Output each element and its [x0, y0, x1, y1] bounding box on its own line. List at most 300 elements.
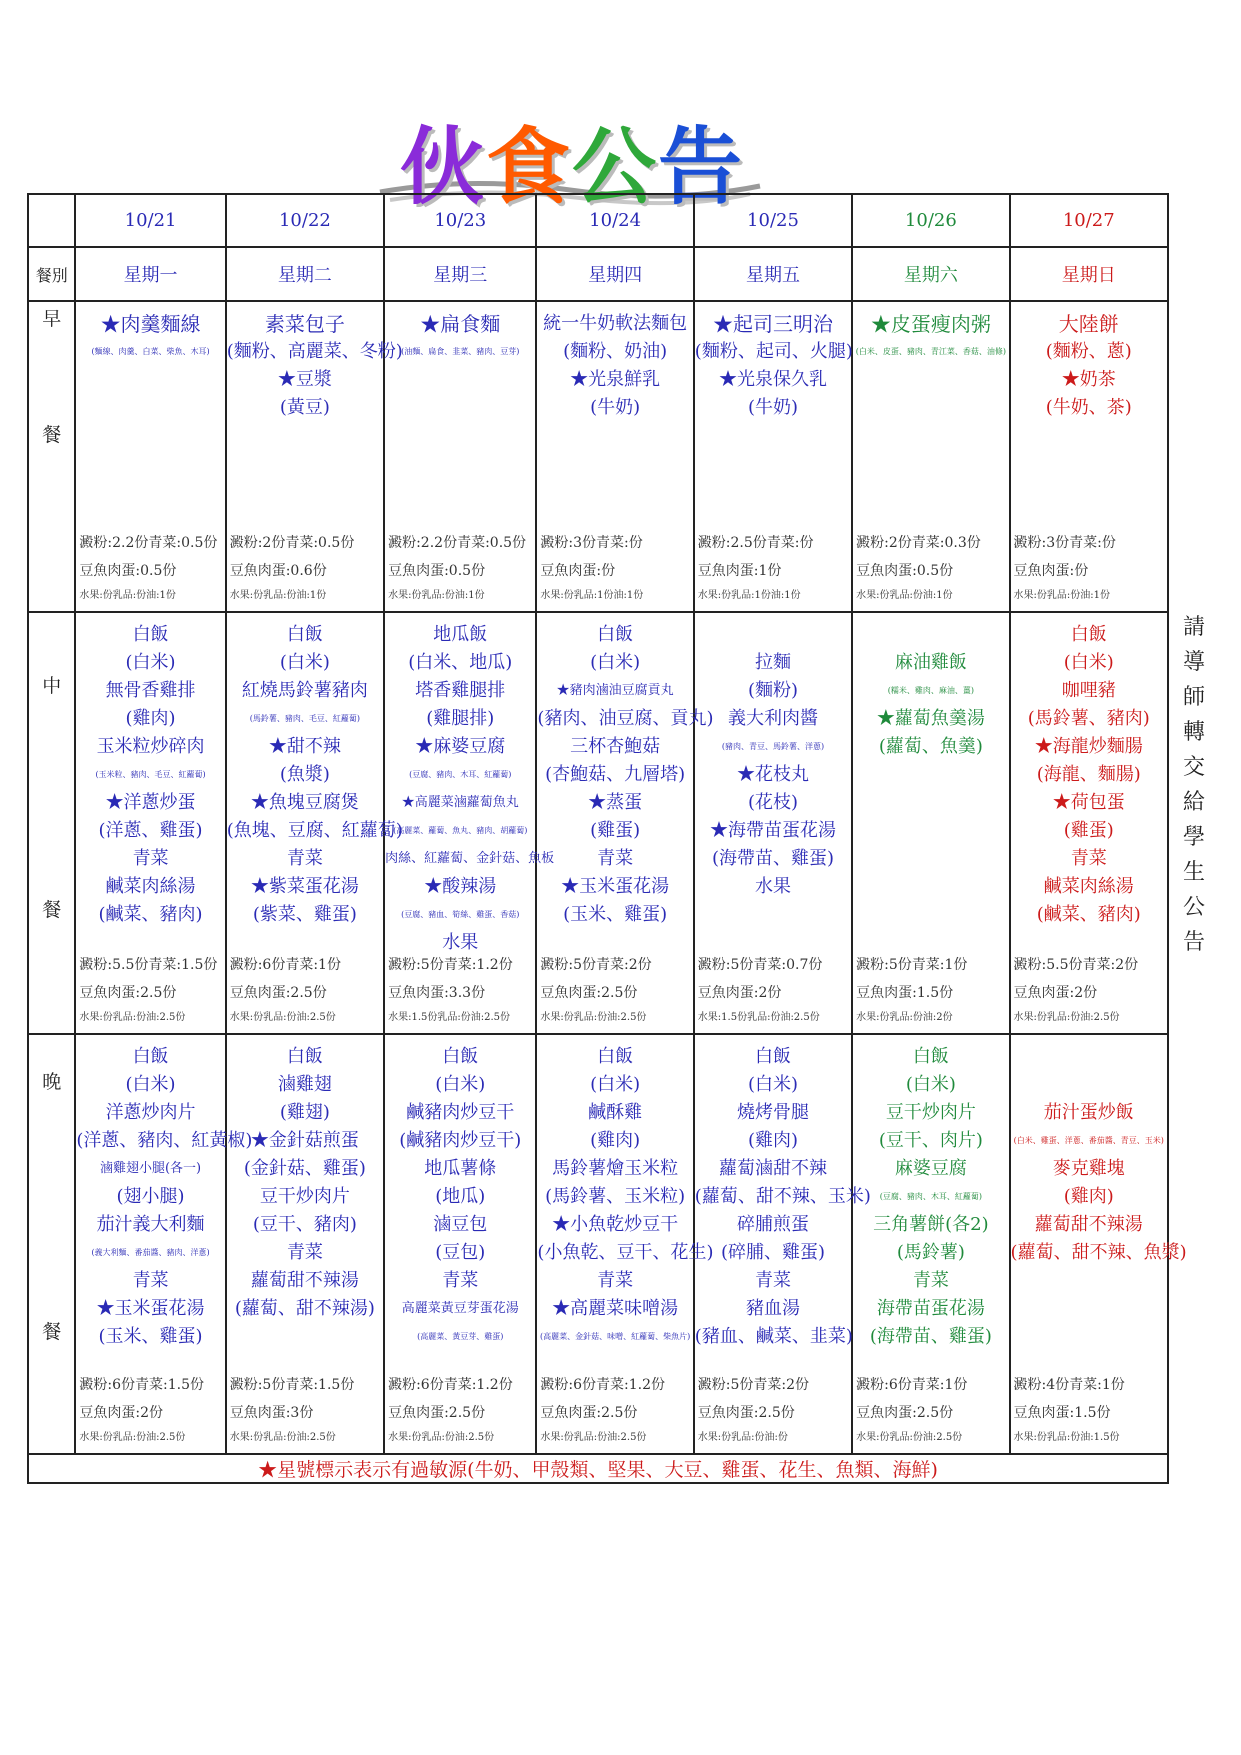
- dish-item: 青菜: [286, 1242, 323, 1263]
- nutrition-info: [540, 951, 690, 1029]
- dish-item: (蘿蔔、甜不辣、玉米): [694, 1186, 871, 1207]
- dish-item: ★奶茶: [1061, 369, 1116, 390]
- nutrition-line: 豆魚肉蛋:0.5份: [388, 563, 486, 579]
- nutrition-line: 水果:份乳品:份油:1份: [856, 590, 953, 601]
- dish-item: (蘿蔔、甜不辣、魚漿): [1010, 1242, 1187, 1263]
- dish-item: (牛奶): [747, 397, 798, 418]
- nutrition-info: [230, 951, 381, 1029]
- nutrition-line: 水果:份乳品:份油:2.5份: [229, 1432, 336, 1443]
- dish-item: (馬鈴薯): [896, 1242, 965, 1263]
- nutrition-line: 澱粉:6份青菜:1.2份: [388, 1377, 513, 1393]
- dish-item: (雞肉): [590, 1130, 641, 1151]
- dish-item: 蘿蔔甜不辣湯: [250, 1270, 359, 1291]
- dish-item: (鹹豬肉炒豆干): [399, 1130, 522, 1151]
- dish-item: (馬鈴薯、玉米粒): [545, 1186, 686, 1207]
- title-char: 食: [486, 118, 571, 216]
- dish-item: (海龍、麵腸): [1036, 764, 1141, 785]
- dish-item: 塔香雞腿排: [415, 680, 506, 701]
- dish-item: (豆干、肉片): [878, 1130, 983, 1151]
- dish-list: [537, 621, 714, 929]
- lunch-row: [28, 612, 1168, 1034]
- dish-item: ★皮蛋瘦肉粥: [870, 312, 991, 336]
- side-note-char: 告: [1182, 930, 1205, 955]
- dish-item: 青菜: [286, 848, 323, 869]
- nutrition-info: [79, 951, 222, 1029]
- dish-item: (麵線、肉羹、白菜、柴魚、木耳): [91, 347, 210, 356]
- nutrition-line: 豆魚肉蛋:1.5份: [1013, 1405, 1111, 1421]
- dish-item: ★玉米蛋花湯: [561, 876, 670, 897]
- dish-list: [853, 621, 1008, 761]
- date-cell: 10/25: [694, 194, 852, 247]
- dish-item: (白米): [435, 1074, 486, 1095]
- nutrition-line: 澱粉:5份青菜:2份: [697, 1377, 810, 1393]
- dish-item: (高麗菜、黃豆芽、雞蛋): [417, 1332, 504, 1341]
- dish-item: 統一牛奶軟法麵包: [543, 313, 688, 334]
- dish-item: 青菜: [132, 1270, 169, 1291]
- dish-item: 玉米粒炒碎肉: [96, 736, 205, 757]
- dish-item: 麻婆豆腐: [894, 1158, 967, 1179]
- title-char: 伙: [400, 118, 485, 216]
- dish-item: (海帶苗、雞蛋): [711, 848, 834, 869]
- meal-label-top: 中: [42, 675, 62, 697]
- dish-list: [1011, 621, 1167, 929]
- dish-item: (豬肉、青豆、馬鈴薯、洋蔥): [721, 742, 825, 751]
- dish-item: 鹹菜肉絲湯: [105, 876, 196, 897]
- dish-item: 肉絲、紅蘿蔔、金針菇、魚板: [385, 851, 555, 866]
- nutrition-line: 澱粉:6份青菜:1.5份: [79, 1377, 205, 1393]
- nutrition-info: [388, 1371, 533, 1449]
- nutrition-line: 豆魚肉蛋:0.6份: [229, 563, 327, 579]
- nutrition-line: 豆魚肉蛋:2.5份: [79, 985, 177, 1001]
- dish-item: (牛奶、茶): [1045, 397, 1132, 418]
- dish-item: (花枝): [747, 792, 798, 813]
- nutrition-line: 澱粉:5份青菜:1.5份: [229, 1377, 355, 1393]
- menu-cell: [75, 612, 225, 1034]
- menu-cell: [536, 1034, 714, 1454]
- title-char: 公: [572, 118, 657, 216]
- date-cell: 10/22: [226, 194, 384, 247]
- menu-cell: [384, 612, 555, 1034]
- dish-item: (麵粉): [747, 680, 798, 701]
- dish-item: 海帶苗蛋花湯: [876, 1298, 985, 1319]
- dish-list: [695, 621, 851, 901]
- side-note-char: 師: [1182, 685, 1205, 710]
- dish-list: [76, 621, 224, 929]
- nutrition-line: 澱粉:4份青菜:1份: [1013, 1377, 1125, 1393]
- side-note-char: 轉: [1182, 720, 1205, 745]
- dish-item: ★豬肉滷油豆腐貢丸: [556, 683, 674, 698]
- dish-item: 紅燒馬鈴薯豬肉: [241, 680, 368, 701]
- nutrition-line: 澱粉:5份青菜:1.2份: [388, 957, 513, 973]
- dish-item: (小魚乾、豆干、花生): [537, 1242, 714, 1263]
- dish-item: (雞肉): [125, 708, 176, 729]
- footer-row: [28, 1454, 1168, 1483]
- nutrition-line: 水果:份乳品:1份油:1份: [697, 590, 801, 601]
- dish-list: [1010, 1043, 1187, 1267]
- dish-item: (雞蛋): [1063, 820, 1114, 841]
- dish-item: (麵粉、起司、火腿): [694, 341, 853, 362]
- dish-item: 高麗菜黃豆芽蛋花湯: [401, 1301, 519, 1316]
- dish-item: ★扁食麵: [420, 312, 501, 336]
- dish-item: (白米): [905, 1074, 956, 1095]
- date-cell: 10/26: [852, 194, 1009, 247]
- dish-item: (義大利麵、番茄醬、豬肉、洋蔥): [91, 1248, 210, 1257]
- dish-item: 青菜: [912, 1270, 949, 1291]
- dish-list: [385, 621, 555, 957]
- nutrition-line: 澱粉:6份青菜:1份: [856, 1377, 968, 1393]
- dish-item: 青菜: [597, 1270, 634, 1291]
- dish-item: 地瓜飯: [433, 624, 488, 645]
- allergen-note: ★星號標示表示有過敏源(牛奶、甲殼類、堅果、大豆、雞蛋、花生、魚類、海鮮): [28, 1454, 1168, 1483]
- dish-list: [695, 310, 851, 422]
- nutrition-line: 水果:份乳品:份油:2.5份: [856, 1432, 963, 1443]
- dish-item: (豬肉、油豆腐、貢丸): [537, 708, 714, 729]
- menu-cell: [694, 1034, 871, 1454]
- dish-list: [537, 310, 692, 422]
- dish-item: 滷豆包: [433, 1214, 488, 1235]
- dish-item: 滷雞翅: [277, 1074, 332, 1095]
- menu-cell: [384, 301, 536, 612]
- nutrition-info: [230, 529, 381, 607]
- nutrition-line: 豆魚肉蛋:2.5份: [388, 1405, 486, 1421]
- dish-item: (地瓜): [435, 1186, 486, 1207]
- side-note-char: 請: [1182, 615, 1205, 640]
- dish-item: (麵粉、高麗菜、冬粉): [226, 341, 403, 362]
- dish-item: (馬鈴薯、豬肉、毛豆、紅蘿蔔): [249, 714, 361, 723]
- menu-cell: [536, 612, 714, 1034]
- dish-item: (海帶苗、雞蛋): [869, 1326, 992, 1347]
- dish-list: [853, 310, 1008, 366]
- dish-item: 拉麵: [754, 652, 791, 673]
- menu-cell: [852, 612, 1009, 1034]
- dish-item: (白米): [590, 652, 641, 673]
- dish-item: (高麗菜、金針菇、味噌、紅蘿蔔、柴魚片): [539, 1332, 691, 1341]
- dish-item: (麵粉、奶油): [563, 341, 668, 362]
- dish-item: 鹹酥雞: [588, 1102, 643, 1123]
- dish-item: ★高麗菜味噌湯: [552, 1298, 679, 1319]
- dish-item: 地瓜薯條: [424, 1158, 497, 1179]
- menu-cell: [1010, 1034, 1187, 1454]
- dish-item: (豆腐、豬肉、木耳、紅蘿蔔): [409, 770, 512, 779]
- dish-item: (洋蔥、豬肉、紅黃椒): [76, 1130, 253, 1151]
- dish-item: (魚漿): [279, 764, 330, 785]
- dish-item: (豆腐、豬肉、木耳、紅蘿蔔): [879, 1192, 982, 1201]
- dish-item: 白飯: [286, 624, 323, 645]
- dish-item: 麻油雞飯: [894, 652, 967, 673]
- dish-item: (糯米、雞肉、麻油、薑): [887, 686, 974, 695]
- nutrition-line: 水果:1.5份乳品:份油:2.5份: [697, 1012, 820, 1023]
- meal-label: [28, 1034, 75, 1454]
- nutrition-info: [698, 951, 849, 1029]
- weekday-cell: 星期一: [75, 247, 225, 301]
- side-note-char: 公: [1182, 895, 1205, 920]
- dish-item: ★花枝丸: [736, 764, 809, 785]
- dish-item: ★小魚乾炒豆干: [552, 1214, 679, 1235]
- dish-item: ★酸辣湯: [424, 876, 497, 897]
- menu-cell: [852, 301, 1009, 612]
- menu-cell: [226, 1034, 384, 1454]
- nutrition-line: 水果:份乳品:份油:1份: [229, 590, 327, 601]
- nutrition-line: 澱粉:2.2份青菜:0.5份: [79, 535, 218, 551]
- dish-item: 麥克雞塊: [1052, 1158, 1125, 1179]
- nutrition-info: [1014, 529, 1165, 607]
- nutrition-line: 澱粉:6份青菜:1份: [229, 957, 341, 973]
- title-char: 告: [658, 118, 743, 216]
- dish-item: ★海龍炒麵腸: [1034, 736, 1143, 757]
- nutrition-line: 豆魚肉蛋:3.3份: [388, 985, 486, 1001]
- dish-item: ★光泉保久乳: [718, 369, 827, 390]
- weekday-cell: 星期三: [384, 247, 536, 301]
- dish-item: (白米): [279, 652, 330, 673]
- nutrition-line: 豆魚肉蛋:2份: [1013, 985, 1098, 1001]
- nutrition-line: 水果:份乳品:份油:2.5份: [540, 1012, 647, 1023]
- nutrition-line: 豆魚肉蛋:0.5份: [856, 563, 954, 579]
- date-cell: 10/24: [536, 194, 693, 247]
- nutrition-line: 澱粉:5.5份青菜:2份: [1013, 957, 1139, 973]
- nutrition-line: 水果:份乳品:份油:2.5份: [540, 1432, 647, 1443]
- dish-list: [385, 310, 535, 366]
- date-cell: 10/23: [384, 194, 536, 247]
- nutrition-line: 豆魚肉蛋:0.5份: [79, 563, 177, 579]
- nutrition-line: 豆魚肉蛋:份: [540, 563, 616, 579]
- nutrition-line: 澱粉:3份青菜:份: [540, 535, 643, 551]
- dish-item: (雞蛋): [590, 820, 641, 841]
- menu-cell: [694, 301, 852, 612]
- dish-item: 蘿蔔甜不辣湯: [1034, 1214, 1143, 1235]
- dish-item: (鹹菜、豬肉): [1036, 904, 1141, 925]
- dish-item: (蘿蔔、甜不辣湯): [234, 1298, 375, 1319]
- menu-table: [27, 193, 1187, 1484]
- dish-item: (碎脯、雞蛋): [720, 1242, 825, 1263]
- nutrition-line: 豆魚肉蛋:份: [1013, 563, 1089, 579]
- dish-item: 白飯: [597, 1046, 634, 1067]
- dish-item: 白飯: [1070, 624, 1107, 645]
- nutrition-line: 澱粉:5份青菜:2份: [540, 957, 652, 973]
- dish-item: 洋蔥炒肉片: [105, 1102, 196, 1123]
- side-note-char: 給: [1182, 790, 1205, 815]
- nutrition-line: 澱粉:5.5份青菜:1.5份: [79, 957, 218, 973]
- menu-cell: [852, 1034, 1009, 1454]
- dish-item: 蘿蔔滷甜不辣: [718, 1158, 827, 1179]
- nutrition-line: 水果:份乳品:份油:2.5份: [79, 1012, 186, 1023]
- nutrition-line: 豆魚肉蛋:2份: [697, 985, 782, 1001]
- nutrition-line: 水果:份乳品:份油:2.5份: [388, 1432, 495, 1443]
- nutrition-info: [698, 1371, 849, 1449]
- meal-label-bottom: 餐: [42, 424, 62, 446]
- menu-cell: [536, 301, 693, 612]
- dish-item: (白米): [747, 1074, 798, 1095]
- dish-item: (金針菇、雞蛋): [243, 1158, 366, 1179]
- dish-item: ★魚塊豆腐煲: [250, 792, 359, 813]
- dish-item: ★紫菜蛋花湯: [250, 876, 359, 897]
- nutrition-info: [79, 529, 222, 607]
- menu-cell: [1010, 301, 1168, 612]
- meal-label-bottom: 餐: [42, 1321, 62, 1343]
- dish-item: (蘿蔔、魚羹): [878, 736, 983, 757]
- nutrition-line: 水果:份乳品:份油:2.5份: [79, 1432, 186, 1443]
- nutrition-line: 水果:份乳品:份油:2份: [856, 1012, 953, 1023]
- side-note-char: 學: [1182, 825, 1205, 850]
- weekday-cell: 星期六: [852, 247, 1009, 301]
- dish-item: 青菜: [754, 1270, 791, 1291]
- dish-item: 豆干炒肉片: [885, 1102, 976, 1123]
- dish-item: (白米、皮蛋、豬肉、青江菜、香菇、油條): [855, 347, 1006, 356]
- dish-item: 青菜: [597, 848, 634, 869]
- dish-item: 無骨香雞排: [105, 680, 196, 701]
- dish-list: [853, 1043, 1008, 1351]
- meal-label-top: 早: [42, 308, 62, 330]
- dish-list: [226, 310, 403, 422]
- dish-item: (雞翅): [279, 1102, 330, 1123]
- dish-item: (白米): [590, 1074, 641, 1095]
- dish-item: (紫菜、雞蛋): [252, 904, 357, 925]
- dish-item: 義大利肉醬: [727, 708, 818, 729]
- nutrition-info: [698, 529, 849, 607]
- meal-label-top: 晚: [42, 1071, 62, 1093]
- menu-cell: [75, 1034, 253, 1454]
- nutrition-info: [1014, 1371, 1165, 1449]
- dish-item: (雞肉): [1063, 1186, 1114, 1207]
- nutrition-info: [230, 1371, 381, 1449]
- dish-item: 白飯: [442, 1046, 479, 1067]
- dish-item: (黃豆): [279, 397, 330, 418]
- menu-cell: [384, 1034, 536, 1454]
- dish-item: (雞腿排): [426, 708, 495, 729]
- dish-list: [694, 1043, 871, 1351]
- dish-item: 咖哩豬: [1061, 680, 1116, 701]
- dish-item: 鹹豬肉炒豆干: [406, 1102, 515, 1123]
- meal-label: [28, 301, 75, 612]
- dish-item: 茄汁義大利麵: [96, 1214, 205, 1235]
- nutrition-info: [856, 1371, 1006, 1449]
- dish-item: (雞肉): [747, 1130, 798, 1151]
- weekday-cell: 星期二: [226, 247, 384, 301]
- dish-item: ★麻婆豆腐: [415, 736, 506, 757]
- nutrition-line: 水果:份乳品:份油:1.5份: [1013, 1432, 1120, 1443]
- dish-item: 素菜包子: [264, 312, 345, 336]
- weekday-cell: 星期五: [694, 247, 852, 301]
- date-cell: 10/27: [1010, 194, 1168, 247]
- date-row: [28, 194, 1168, 247]
- dish-item: 茄汁蛋炒飯: [1043, 1102, 1134, 1123]
- nutrition-line: 豆魚肉蛋:2.5份: [540, 985, 638, 1001]
- nutrition-line: 澱粉:5份青菜:1份: [856, 957, 968, 973]
- nutrition-line: 水果:1.5份乳品:份油:2.5份: [388, 1012, 511, 1023]
- dish-item: 水果: [442, 932, 479, 953]
- weekday-cell: 星期日: [1010, 247, 1168, 301]
- nutrition-line: 豆魚肉蛋:1份: [697, 563, 782, 579]
- dish-item: [1011, 1071, 1167, 1099]
- dish-item: [695, 621, 851, 649]
- dish-list: [226, 621, 403, 929]
- dish-list: [537, 1043, 714, 1351]
- dish-item: 白飯: [132, 624, 169, 645]
- menu-cell: [75, 301, 225, 612]
- nutrition-line: 水果:份乳品:份油:1份: [79, 590, 176, 601]
- nutrition-info: [540, 1371, 690, 1449]
- dish-item: (牛奶): [590, 397, 641, 418]
- nutrition-line: 澱粉:3份青菜:份: [1013, 535, 1116, 551]
- weekday-row: [28, 247, 1168, 301]
- nutrition-line: 豆魚肉蛋:2.5份: [540, 1405, 638, 1421]
- dish-item: [1011, 1043, 1167, 1071]
- dish-item: ★肉羹麵線: [100, 312, 201, 336]
- nutrition-line: 水果:份乳品:1份油:1份: [540, 590, 644, 601]
- dish-item: (玉米粒、豬肉、毛豆、紅蘿蔔): [95, 770, 206, 779]
- dish-item: (豆干、豬肉): [252, 1214, 357, 1235]
- nutrition-info: [1014, 951, 1165, 1029]
- breakfast-row: [28, 301, 1168, 612]
- nutrition-info: [79, 1371, 222, 1449]
- dish-item: 青菜: [1070, 848, 1107, 869]
- nutrition-line: 水果:份乳品:份油:1份: [1013, 590, 1111, 601]
- dinner-row: [28, 1034, 1168, 1454]
- dish-item: 白飯: [912, 1046, 949, 1067]
- meal-label-bottom: 餐: [42, 899, 62, 921]
- dish-item: (馬鈴薯、豬肉): [1027, 708, 1150, 729]
- menu-cell: [226, 612, 403, 1034]
- dish-item: 燒烤骨腿: [736, 1102, 809, 1123]
- menu-cell: [1010, 612, 1168, 1034]
- dish-item: (白米、雞蛋、洋蔥、番茄醬、青豆、玉米): [1013, 1136, 1164, 1145]
- nutrition-line: 澱粉:2份青菜:0.5份: [229, 535, 355, 551]
- dish-item: (豆腐、豬血、筍絲、雞蛋、香菇): [401, 910, 520, 919]
- nutrition-info: [540, 529, 690, 607]
- dish-item: (魚塊、豆腐、紅蘿蔔): [226, 820, 403, 841]
- dish-item: 馬鈴薯燴玉米粒: [552, 1158, 679, 1179]
- dish-item: 滷雞翅小腿(各一): [99, 1161, 202, 1176]
- nutrition-line: 豆魚肉蛋:1.5份: [856, 985, 954, 1001]
- dish-item: 白飯: [754, 1046, 791, 1067]
- dish-item: ★蒸蛋: [588, 792, 643, 813]
- dish-item: 白飯: [286, 1046, 323, 1067]
- nutrition-info: [856, 529, 1006, 607]
- nutrition-line: 澱粉:2.5份青菜:份: [697, 535, 814, 551]
- dish-item: 白飯: [132, 1046, 169, 1067]
- dish-item: (洋蔥、雞蛋): [98, 820, 203, 841]
- nutrition-line: 豆魚肉蛋:3份: [229, 1405, 314, 1421]
- side-note-char: 生: [1182, 860, 1205, 885]
- dish-item: 白飯: [597, 624, 634, 645]
- nutrition-line: 澱粉:6份青菜:1.2份: [540, 1377, 666, 1393]
- nutrition-line: 豆魚肉蛋:2.5份: [229, 985, 327, 1001]
- dish-item: ★金針菇煎蛋: [250, 1130, 359, 1151]
- nutrition-line: 豆魚肉蛋:2.5份: [697, 1405, 795, 1421]
- nutrition-line: 澱粉:5份青菜:0.7份: [697, 957, 823, 973]
- nutrition-line: 水果:份乳品:份油:2.5份: [1013, 1012, 1120, 1023]
- date-cell: 10/21: [75, 194, 225, 247]
- dish-item: ★高麗菜滷蘿蔔魚丸: [401, 795, 519, 810]
- nutrition-info: [856, 951, 1006, 1029]
- nutrition-line: 豆魚肉蛋:2.5份: [856, 1405, 954, 1421]
- nutrition-line: 水果:份乳品:份油:2.5份: [229, 1012, 336, 1023]
- dish-item: ★豆漿: [277, 369, 332, 390]
- nutrition-line: 澱粉:2份青菜:0.3份: [856, 535, 981, 551]
- side-note-char: 交: [1182, 755, 1205, 780]
- dish-item: 豬血湯: [745, 1298, 800, 1319]
- nutrition-line: 水果:份乳品:份油:1份: [388, 590, 485, 601]
- dish-item: 青菜: [132, 848, 169, 869]
- dish-item: 水果: [754, 876, 791, 897]
- dish-list: [1011, 310, 1167, 422]
- meal-col-header: 餐別: [28, 247, 75, 301]
- dish-item: (翅小腿): [116, 1186, 185, 1207]
- nutrition-line: 澱粉:2.2份青菜:0.5份: [388, 535, 527, 551]
- dish-list: [76, 310, 224, 366]
- dish-item: ★海帶苗蛋花湯: [709, 820, 836, 841]
- dish-item: (白米、地瓜): [408, 652, 513, 673]
- dish-item: 三角薯餅(各2): [873, 1214, 989, 1235]
